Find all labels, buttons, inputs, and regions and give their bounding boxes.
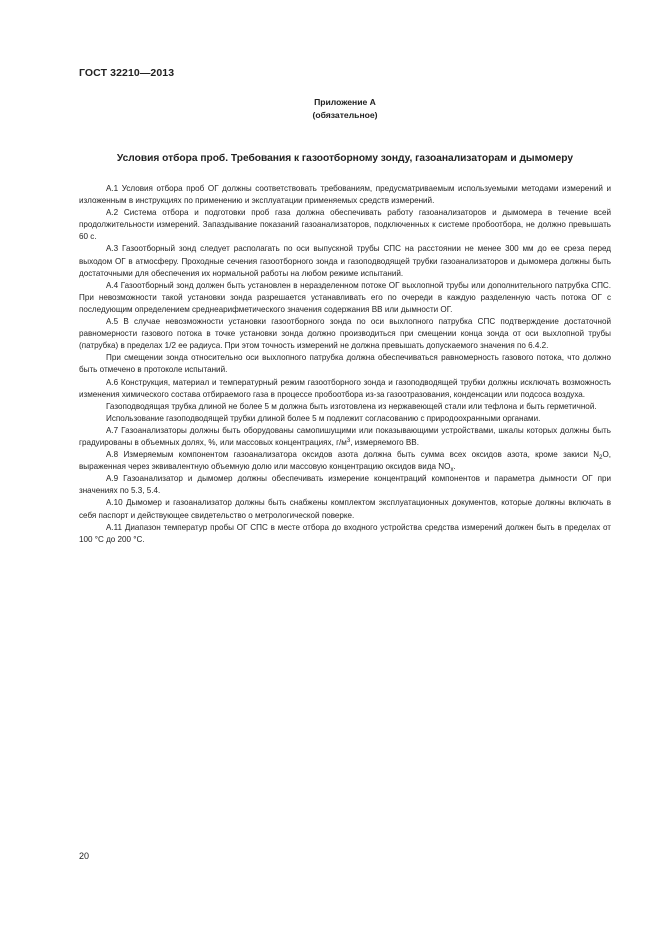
paragraph-a5-note: При смещении зонда относительно оси выхлопного патрубка должна обеспечиваться равномерность газового потока, что должно быть отмечено в протоколе испытаний. [79, 353, 611, 375]
paragraph-a6-tube: Газоподводящая трубка длиной не более 5 м должна быть изготовлена из нержавеющей стали или тефлона и быть герметичной. [106, 401, 597, 411]
paragraph-a11: А.11 Диапазон температур пробы ОГ СПС в месте отбора до входного устройства средства измерений должен быть в пределах от 100 °С до 200 °С. [79, 522, 611, 544]
paragraph-a8: А.8 Измеряемым компонентом газоанализатора оксидов азота должна быть сумма всех оксидов азота, кроме закиси $N_2O$, выраженная через эквивалентную объемную долю или массовую концентрацию оксидов вида $NO_x$. [79, 450, 611, 474]
paragraph-a5: А.5 В случае невозможности установки газоотборного зонда по оси выхлопного патрубка СПС подтверждение достаточной равномерности газового потока в точке установки зонда должно производиться при смещении конца зонда от оси выхлопной трубы (патрубка) в пределах 1/2 ее радиуса. При этом точность измерений не должна превышать допускаемого значения по 6.4.2. [79, 317, 611, 351]
paragraph-a4: А.4 Газоотборный зонд должен быть установлен в неразделенном потоке ОГ выхлопной трубы или дополнительного патрубка СПС. При невозможности такой установки зонда разрешается устанавливать его по очереди в каждую разделенную часть потока ОГ с последующим определением среднеарифметического значения содержания ВВ или дымности ОГ. [79, 280, 611, 314]
annex-status: (обязательное) [312, 110, 378, 120]
paragraph-a7: А.7 Газоанализаторы должны быть оборудованы самопишущими или показывающими устройствами, шкалы которых должны быть градуированы в объемных долях, %, или массовых концентрациях, $г/м^3$, измеряемого ВВ. [79, 425, 611, 447]
paragraph-a6: А.6 Конструкция, материал и температурный режим газоотборного зонда и газоподводящей трубки должны исключать возможность изменения химического состава отбираемого газа в процессе пробоотбора из-за газоотразования, конденсации или подсоса воздуха. [79, 377, 611, 399]
document-header: ГОСТ 32210—2013 [79, 67, 175, 79]
paragraph-a6-approval: Использование газоподводящей трубки длиной более 5 м подлежит согласованию с природоохранными органами. [106, 413, 541, 423]
paragraph-a2: А.2 Система отбора и подготовки проб газа должна обеспечивать работу газоанализаторов и дымомера в течение всей продолжительности измерений. Запаздывание показаний газоанализаторов, подключенных к системе пробоотбора, не должно превышать 60 с. [79, 208, 611, 242]
annex-title: Условия отбора проб. Требования к газоотборному зонду, газоанализаторам и дымомеру [116, 153, 574, 164]
annex-label: Приложение А [314, 97, 376, 107]
annex-heading [79, 96, 611, 122]
page-number: 20 [79, 851, 90, 861]
annex-body [79, 183, 611, 546]
paragraph-a10: А.10 Дымомер и газоанализатор должны быть снабжены комплектом эксплуатационных документов, которые должны включать в себя паспорт и действующее свидетельство о метрологической поверке. [79, 498, 611, 520]
paragraph-a9: А.9 Газоанализатор и дымомер должны обеспечивать измерение концентраций компонентов и параметра дымности ОГ при значениях по 5.3, 5.4. [79, 474, 611, 496]
paragraph-a3: А.3 Газоотборный зонд следует располагать по оси выпускной трубы СПС на расстоянии не менее 300 мм до ее среза перед выходом ОГ в атмосферу. Проходные сечения газоотборного зонда и газоподводящей трубки газоанализаторов и дымомера должны быть достаточными для обеспечения их нормальной работы на любом режиме испытаний. [79, 244, 611, 278]
paragraph-a1: А.1 Условия отбора проб ОГ должны соответствовать требованиям, предусматриваемым используемыми методами измерений и изложенным в инструкциях по применению и эксплуатации применяемых средств измерений. [79, 184, 611, 206]
